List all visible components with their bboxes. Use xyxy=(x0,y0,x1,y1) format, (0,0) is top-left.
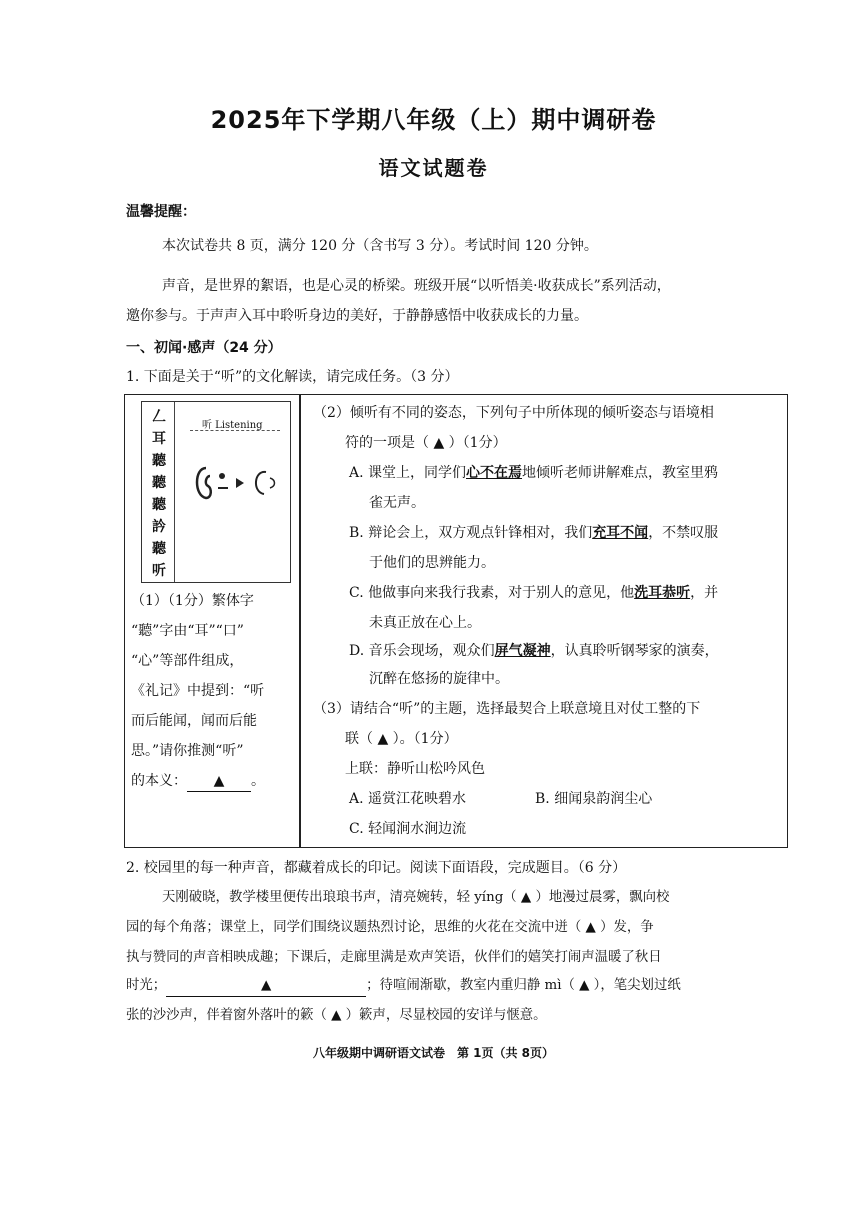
option-b[interactable] xyxy=(349,523,718,543)
q2-stem-line-1: （2）倾听有不同的姿态，下列句子中所体现的倾听姿态与语境相 xyxy=(313,405,714,421)
q2-paragraph-line-5: 张的沙沙声，伴着窗外落叶的簌（ ▲ ）簌声，尽显校园的安详与惬意。 xyxy=(126,1008,547,1023)
q3-stem-line-2: 联（ ▲ ）。（1分） xyxy=(345,731,458,747)
q2-paragraph-line-2: 园的每个角落；课堂上，同学们围绕议题热烈讨论，思维的火花在交流中迸（ ▲ ）发，争 xyxy=(126,920,654,935)
script-char: 𠃋 xyxy=(152,409,166,425)
q1-1-line-6: 思。”请你推测“听” xyxy=(131,743,244,759)
script-char: 訡 xyxy=(152,519,166,535)
option-c[interactable] xyxy=(349,583,718,603)
exam-subtitle: 语文试题卷 xyxy=(378,156,489,180)
line-4-pre: 时光； xyxy=(126,978,167,993)
answer-blank[interactable]: ▲ xyxy=(187,771,251,792)
q2-paragraph-line-3: 执与赞同的声音相映成趣；下课后，走廊里满是欢声笑语，伙伴们的嬉笑打闹声温暖了秋日 xyxy=(126,950,662,965)
q2-stem-line-2: 符的一项是（ ▲ ）（1分） xyxy=(345,435,507,451)
notice-label: 温馨提醒： xyxy=(126,204,196,220)
q1-1-answer-line xyxy=(131,771,265,792)
table-divider xyxy=(299,395,301,847)
option-b-idiom: 充耳不闻 xyxy=(592,525,649,541)
line-4-post: ；待喧闹渐歇，教室内重归静 mì（ ▲ ），笔尖划过纸 xyxy=(366,978,681,993)
q1-1-line-4: 《礼记》中提到：“听 xyxy=(131,683,265,699)
option-c-post: ，并 xyxy=(690,585,719,601)
option-a[interactable] xyxy=(349,463,718,483)
q2-paragraph-line-1: 天刚破晓，教学楼里便传出琅琅书声，清亮婉转，轻 yíng（ ▲ ）地漫过晨雾，飘向校 xyxy=(162,890,670,905)
q3-option-c[interactable]: C. 轻闻涧水涧边流 xyxy=(349,821,467,837)
option-c-pre: C. 他做事向来我行我素，对于别人的意见，他 xyxy=(349,585,635,601)
ear-heart-icon xyxy=(192,458,282,508)
q3-option-b[interactable]: B. 细闻泉韵润尘心 xyxy=(535,791,653,807)
image-caption: 听 Listening xyxy=(202,420,263,431)
notice-text: 本次试卷共 8 页，满分 120 分（含书写 3 分）。考试时间 120 分钟。 xyxy=(162,238,598,254)
option-a-line-2: 雀无声。 xyxy=(369,495,425,511)
option-d-pre: D. 音乐会现场，观众们 xyxy=(349,643,495,659)
intro-line-1: 声音，是世界的絮语，也是心灵的桥梁。班级开展“以听悟美·收获成长”系列活动， xyxy=(162,278,671,294)
option-a-pre: A. 课堂上，同学们 xyxy=(349,465,467,481)
image-column-line xyxy=(174,402,175,582)
exam-title: 2025年下学期八年级（上）期中调研卷 xyxy=(210,106,657,134)
question-1-stem: 1. 下面是关于“听”的文化解读，请完成任务。（3 分） xyxy=(126,369,459,385)
script-char: 聽 xyxy=(152,541,166,557)
option-d[interactable] xyxy=(349,641,719,661)
script-char: 聽 xyxy=(152,453,166,469)
q2-paragraph-line-4 xyxy=(126,976,681,997)
option-b-pre: B. 辩论会上，双方观点针锋相对，我们 xyxy=(349,525,593,541)
q1-1-line-5: 而后能闻，闻而后能 xyxy=(131,713,257,729)
option-d-idiom: 屏气凝神 xyxy=(494,643,551,659)
q1-1-line-7: 的本义： xyxy=(131,773,187,789)
shanglian: 上联：静听山松吟风色 xyxy=(345,761,485,777)
intro-line-2: 邀你参与。于声声入耳中聆听身边的美好，于静静感悟中收获成长的力量。 xyxy=(126,308,588,324)
option-a-post: 地倾听老师讲解难点，教室里鸦 xyxy=(522,465,719,481)
option-d-line-2: 沉醉在悠扬的旋律中。 xyxy=(369,671,509,687)
q1-1-line-1: （1）（1分）繁体字 xyxy=(131,593,254,609)
script-char: 听 xyxy=(152,563,166,579)
question-1-table xyxy=(124,394,788,848)
script-char: 耳 xyxy=(152,431,166,447)
q1-1-end: 。 xyxy=(251,773,265,789)
option-d-post: ，认真聆听钢琴家的演奏， xyxy=(550,643,719,659)
script-char: 聽 xyxy=(152,497,166,513)
option-b-line-2: 于他们的思辨能力。 xyxy=(369,555,495,571)
ting-script-variants xyxy=(146,406,172,582)
q3-stem-line-1: （3）请结合“听”的主题，选择最契合上联意境且对仗工整的下 xyxy=(313,701,701,717)
fill-in-blank[interactable]: ▲ xyxy=(166,976,366,997)
option-c-line-2: 未真正放在心上。 xyxy=(369,615,481,631)
q3-option-a[interactable]: A. 遥赏江花映碧水 xyxy=(349,791,467,807)
ting-character-image xyxy=(141,401,291,583)
page-footer: 八年级期中调研语文试卷 第 1页（共 8页） xyxy=(312,1046,555,1060)
question-2-stem: 2. 校园里的每一种声音，都藏着成长的印记。阅读下面语段，完成题目。（6 分） xyxy=(126,860,627,876)
section-1-heading: 一、初闻·感声（24 分） xyxy=(126,340,282,356)
q1-1-line-3: “心”等部件组成， xyxy=(131,653,244,669)
option-a-idiom: 心不在焉 xyxy=(466,465,523,481)
option-b-post: ，不禁叹服 xyxy=(648,525,719,541)
option-c-idiom: 洗耳恭听 xyxy=(634,585,691,601)
caption-rule xyxy=(190,430,280,432)
script-char: 聽 xyxy=(152,475,166,491)
q1-1-line-2: “聽”字由“耳”“口” xyxy=(131,623,244,639)
